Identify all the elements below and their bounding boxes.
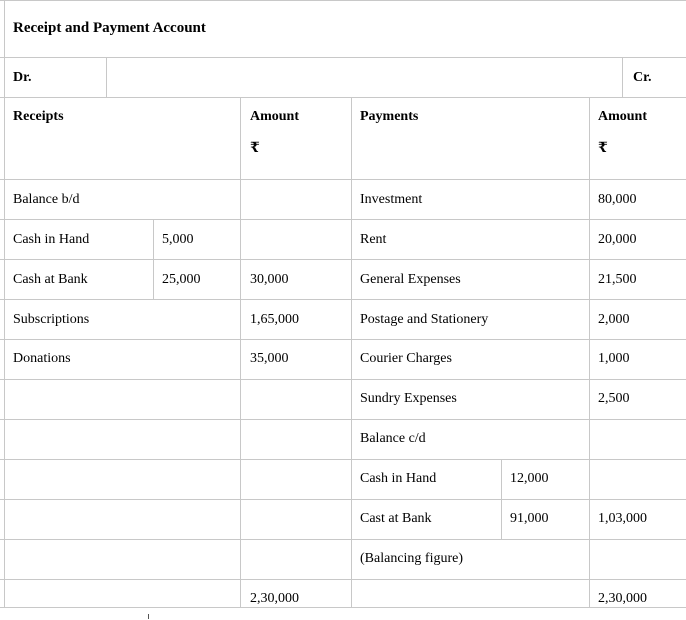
- investment-label: Investment: [360, 192, 423, 207]
- dr-label: Dr.: [13, 70, 32, 85]
- total-left: 2,30,000: [250, 591, 299, 606]
- balance-cd-label: Balance c/d: [360, 431, 426, 446]
- subscriptions-label: Subscriptions: [13, 312, 90, 327]
- rent-label: Rent: [360, 232, 387, 247]
- sundry-amount: 2,500: [598, 391, 630, 406]
- donations-amount: 35,000: [250, 351, 289, 366]
- general-expenses-amount: 21,500: [598, 272, 637, 287]
- postage-label: Postage and Stationery: [360, 312, 489, 327]
- cd-cash-at-bank-value: 91,000: [510, 511, 549, 526]
- general-expenses-label: General Expenses: [360, 272, 461, 287]
- subscriptions-amount: 1,65,000: [250, 312, 299, 327]
- donations-label: Donations: [13, 351, 71, 366]
- cash-in-hand-label: Cash in Hand: [13, 232, 90, 247]
- balance-bd-total: 30,000: [250, 272, 289, 287]
- cash-in-hand-value: 5,000: [162, 232, 194, 247]
- cash-at-bank-value: 25,000: [162, 272, 201, 287]
- balance-bd-label: Balance b/d: [13, 192, 80, 207]
- cd-cash-at-bank-label: Cast at Bank: [360, 511, 432, 526]
- rupee-symbol-right: ₹: [598, 141, 608, 156]
- cash-at-bank-label: Cash at Bank: [13, 272, 88, 287]
- courier-label: Courier Charges: [360, 351, 452, 366]
- rent-amount: 20,000: [598, 232, 637, 247]
- balancing-figure-note: (Balancing figure): [360, 551, 464, 566]
- total-right: 2,30,000: [598, 591, 647, 606]
- balance-cd-total: 1,03,000: [598, 511, 647, 526]
- courier-amount: 1,000: [598, 351, 630, 366]
- postage-amount: 2,000: [598, 312, 630, 327]
- payments-header: Payments: [360, 109, 419, 124]
- page-title: Receipt and Payment Account: [13, 20, 206, 36]
- receipts-header: Receipts: [13, 109, 64, 124]
- sundry-label: Sundry Expenses: [360, 391, 457, 406]
- cd-cash-in-hand-value: 12,000: [510, 471, 549, 486]
- amount-header-right: Amount: [598, 109, 648, 124]
- cr-label: Cr.: [633, 70, 652, 85]
- text-cursor: [148, 614, 149, 619]
- rupee-symbol-left: ₹: [250, 141, 260, 156]
- amount-header-left: Amount: [250, 109, 300, 124]
- investment-amount: 80,000: [598, 192, 637, 207]
- cd-cash-in-hand-label: Cash in Hand: [360, 471, 437, 486]
